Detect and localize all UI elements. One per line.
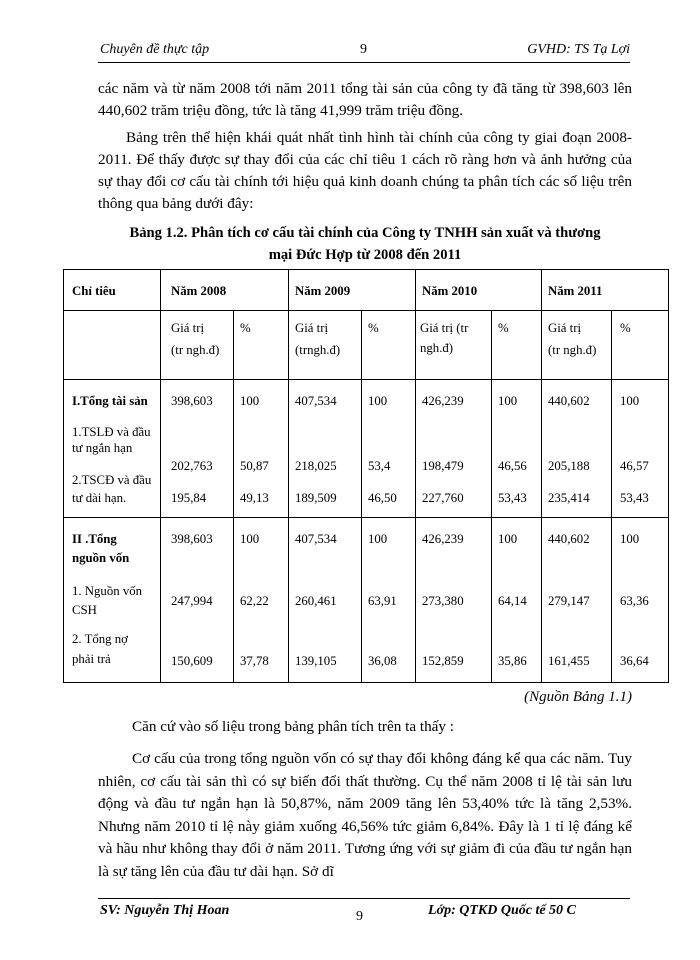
cell-value: 53,43 — [620, 491, 649, 505]
subheader-value-2010: Giá trị (tr — [420, 321, 469, 335]
header-year-2009: Năm 2009 — [295, 284, 351, 298]
cell-value: 273,380 — [422, 594, 464, 608]
cell-value: 37,78 — [240, 654, 269, 668]
cell-value: 100 — [620, 532, 640, 546]
paragraph-3: Căn cứ vào số liệu trong bảng phân tích trên ta thấy : — [132, 718, 455, 735]
cell-value: 46,50 — [368, 491, 397, 505]
cell-value: 260,461 — [295, 594, 337, 608]
cell-value: 100 — [240, 394, 260, 408]
cell-value: 189,509 — [295, 491, 337, 505]
cell-value: 50,87 — [240, 459, 269, 473]
header-year-2008: Năm 2008 — [171, 284, 227, 298]
row-label-liabilities-2: phải trả — [72, 652, 111, 666]
cell-value: 46,57 — [620, 459, 649, 473]
cell-value: 279,147 — [548, 594, 590, 608]
cell-value: 195,84 — [171, 491, 207, 505]
table-row-total-capital — [64, 518, 669, 683]
subheader-pct-2011: % — [620, 321, 631, 335]
cell-value: 139,105 — [295, 654, 337, 668]
cell-value: 100 — [498, 394, 518, 408]
row-label-current-assets-1: 1.TSLĐ và đầu — [72, 425, 151, 439]
header-page-number: 9 — [360, 42, 367, 57]
cell-value: 407,534 — [295, 532, 337, 546]
subheader-value-2009: Giá trị — [295, 321, 329, 335]
cell-value: 198,479 — [422, 459, 464, 473]
subheader-unit-2008: (tr ngh.đ) — [171, 343, 220, 357]
financial-structure-table — [63, 269, 669, 683]
row-label-equity-1: 1. Nguồn vốn — [72, 584, 143, 598]
cell-value: 150,609 — [171, 654, 213, 668]
subheader-pct-2010: % — [498, 321, 509, 335]
cell-value: 53,43 — [498, 491, 527, 505]
table-caption — [98, 222, 632, 266]
row-label-liabilities-1: 2. Tổng nợ — [72, 632, 128, 646]
cell-value: 49,13 — [240, 491, 269, 505]
header-chi-tieu: Chỉ tiêu — [72, 284, 116, 298]
cell-value: 36,08 — [368, 654, 397, 668]
cell-value: 100 — [498, 532, 518, 546]
header-year-2011: Năm 2011 — [548, 284, 603, 298]
cell-value: 398,603 — [171, 394, 213, 408]
cell-value: 426,239 — [422, 532, 464, 546]
cell-value: 46,56 — [498, 459, 527, 473]
cell-value: 205,188 — [548, 459, 590, 473]
cell-value: 440,602 — [548, 532, 590, 546]
cell-value: 64,14 — [498, 594, 527, 608]
cell-value: 398,603 — [171, 532, 213, 546]
subheader-pct-2009: % — [368, 321, 379, 335]
cell-value: 247,994 — [171, 594, 213, 608]
cell-value: 63,36 — [620, 594, 649, 608]
cell-value: 202,763 — [171, 459, 213, 473]
subheader-value-2011: Giá trị — [548, 321, 582, 335]
cell-value: 53,4 — [368, 459, 391, 473]
cell-value: 440,602 — [548, 394, 590, 408]
cell-value: 218,025 — [295, 459, 337, 473]
cell-value: 407,534 — [295, 394, 337, 408]
row-label-fixed-assets-1: 2.TSCĐ và đầu — [72, 473, 152, 487]
caption-line-1: Bảng 1.2. Phân tích cơ cấu tài chính của Công ty TNHH sản xuất và thương — [129, 225, 601, 241]
subheader-unit-2009: (trngh.đ) — [295, 343, 341, 357]
header-year-2010: Năm 2010 — [422, 284, 478, 298]
subheader-unit-2011: (tr ngh.đ) — [548, 343, 597, 357]
row-label-total-capital-1: II .Tổng — [72, 532, 117, 546]
row-label-current-assets-2: tư ngắn hạn — [72, 441, 133, 455]
row-label-total-capital-2: nguồn vốn — [72, 551, 130, 565]
table-source-note: (Nguồn Bảng 1.1) — [524, 689, 632, 705]
page-footer — [98, 898, 630, 924]
cell-value: 152,859 — [422, 654, 464, 668]
cell-value: 100 — [368, 532, 388, 546]
caption-line-2: mại Đức Hợp từ 2008 đến 2011 — [268, 247, 462, 263]
cell-value: 100 — [240, 532, 260, 546]
cell-value: 235,414 — [548, 491, 590, 505]
row-label-fixed-assets-2: tư dài hạn. — [72, 491, 127, 505]
subheader-unit-2010: ngh.đ) — [420, 341, 454, 355]
page-header — [98, 40, 630, 63]
cell-value: 36,64 — [620, 654, 649, 668]
footer-class: Lớp: QTKD Quốc tế 50 C — [428, 903, 576, 918]
subheader-pct-2008: % — [240, 321, 251, 335]
row-label-total-assets: I.Tổng tài sản — [72, 394, 148, 408]
table-row-total-assets — [64, 380, 669, 518]
paragraph-4: Cơ cấu của trong tổng nguồn vốn có sự thay đổi không đáng kể qua các năm. Tuy nhiên, cơ cấu tài sản thì có sự biến đổi thất thường. Cụ thể năm 2008 tỉ lệ tài sản lưu động và đầu tư ngắn hạn là 50,87%, năm 2009 tăng lên 53,40% tức là tăng 2,53%. Nhưng năm 2010 tỉ lệ này giảm xuống 46,56% tức giảm 6,84%. Đây là 1 tỉ lệ đáng kể và hầu như không thay đổi ở năm 2011. Tương ứng với sự giảm đi của đầu tư ngắn hạn là sự tăng lên của đầu tư dài hạn. Sở dĩ — [98, 750, 632, 880]
header-title: Chuyên đề thực tập — [100, 42, 210, 57]
paragraph-2: Bảng trên thể hiện khái quát nhất tình hình tài chính của công ty giai đoạn 2008-2011. Để thấy được sự thay đổi của các chỉ tiêu 1 cách rõ ràng hơn và ảnh hưởng của sự thay đổi cơ cấu tài chính tới hiệu quả kinh doanh chúng ta phân tích các số liệu trên thông qua bảng dưới đây: — [98, 129, 632, 212]
paragraph-1: các năm và từ năm 2008 tới năm 2011 tổng tài sản của công ty đã tăng từ 398,603 lên 440,602 trăm triệu đồng, tức là tăng 41,999 trăm triệu đồng. — [98, 80, 632, 119]
cell-value: 426,239 — [422, 394, 464, 408]
cell-value: 62,22 — [240, 594, 269, 608]
footer-student: SV: Nguyễn Thị Hoan — [100, 903, 230, 918]
row-label-equity-2: CSH — [72, 603, 97, 617]
cell-value: 227,760 — [422, 491, 464, 505]
header-advisor: GVHD: TS Tạ Lợi — [527, 42, 630, 57]
table-subheader-row — [64, 311, 669, 380]
cell-value: 161,455 — [548, 654, 590, 668]
table-header-row — [64, 270, 669, 311]
subheader-value-2008: Giá trị — [171, 321, 205, 335]
footer-page-number: 9 — [356, 909, 363, 924]
cell-value: 63,91 — [368, 594, 397, 608]
cell-value: 35,86 — [498, 654, 527, 668]
cell-value: 100 — [620, 394, 640, 408]
cell-value: 100 — [368, 394, 388, 408]
